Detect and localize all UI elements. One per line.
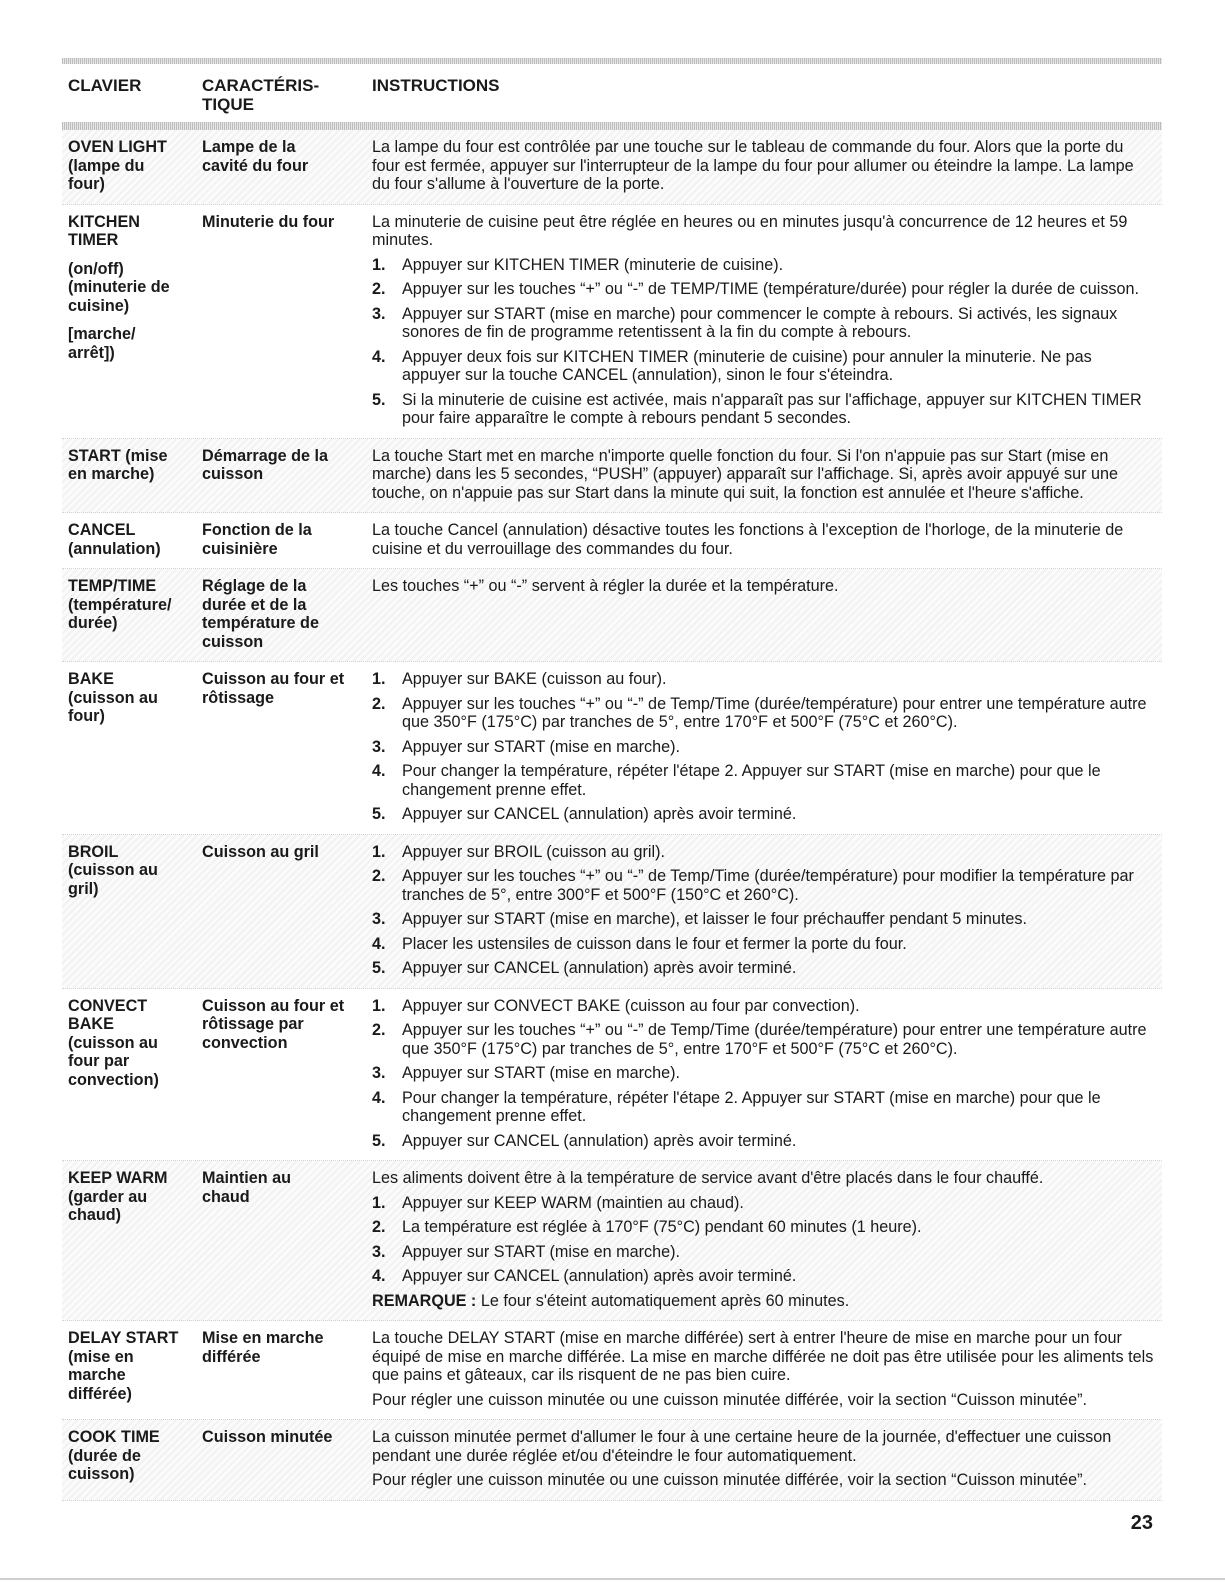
step-item bbox=[372, 843, 1154, 862]
step-item bbox=[372, 1089, 1154, 1126]
row-instructions bbox=[366, 577, 1162, 651]
key-label: TEMP/TIME (température/ durée) bbox=[68, 577, 172, 632]
step-number: 1. bbox=[372, 842, 386, 861]
table-row bbox=[62, 662, 1162, 835]
row-instructions bbox=[366, 997, 1162, 1151]
step-text: Pour changer la température, répéter l'étape 2. Appuyer sur START (mise en marche) pour que le changement prenne effet. bbox=[402, 762, 1101, 799]
instruction-paragraph: La cuisson minutée permet d'allumer le four à une certaine heure de la journée, d'effectuer une cuisson pendant une durée réglée et/ou d'éteindre le four automatiquement. bbox=[372, 1428, 1112, 1465]
step-text: Appuyer sur START (mise en marche), et laisser le four préchauffer pendant 5 minutes. bbox=[402, 910, 1028, 928]
step-item bbox=[372, 997, 1154, 1016]
step-item bbox=[372, 910, 1154, 929]
step-number: 2. bbox=[372, 1021, 386, 1039]
row-feature: Cuisson au four et rôtissage bbox=[202, 670, 345, 707]
step-text: Appuyer sur les touches “+” ou “-” de Temp/Time (durée/température) pour entrer une température autre que 350°F (175°C) par tranches de 5°, entre 170°F et 500°F (75°C et 260°C). bbox=[402, 694, 1147, 731]
steps-list bbox=[372, 670, 1154, 824]
table-body bbox=[62, 130, 1162, 1501]
step-number: 4. bbox=[372, 347, 386, 366]
instruction-paragraph: La touche Start met en marche n'importe quelle fonction du four. Si l'on n'appuie pas sur Start (mise en marche) dans les 5 secondes, “PUSH” (appuyer) apparaît sur l'affichage. Si, après avoir appuyé sur une touche, on n'appuie pas sur Start dans la minute qui suit, la fonction est annulée et l'heure s'affiche. bbox=[372, 446, 1119, 502]
table-header bbox=[62, 64, 1162, 122]
key-sublabel: (on/off) (minuterie de cuisine) bbox=[68, 259, 170, 315]
step-text: Appuyer sur CANCEL (annulation) après avoir terminé. bbox=[402, 959, 797, 977]
step-item bbox=[372, 1194, 1154, 1213]
steps-list bbox=[372, 997, 1154, 1151]
table-row bbox=[62, 439, 1162, 514]
row-feature: Mise en marche différée bbox=[202, 1329, 324, 1366]
step-text: Appuyer deux fois sur KITCHEN TIMER (minuterie de cuisine) pour annuler la minuterie. Ne pas appuyer sur la touche CANCEL (annulation), sinon le four s'éteindra. bbox=[402, 347, 1092, 384]
step-text: Appuyer sur les touches “+” ou “-” de Temp/Time (durée/température) pour modifier la température par tranches de 5°, entre 300°F et 500°F (150°C et 260°C). bbox=[402, 867, 1134, 904]
step-number: 5. bbox=[372, 390, 386, 409]
step-item bbox=[372, 348, 1154, 385]
instruction-paragraph: Les aliments doivent être à la température de service avant d'être placés dans le four chauffé. bbox=[372, 1169, 1044, 1187]
step-number: 4. bbox=[372, 934, 386, 953]
instruction-paragraph: La touche DELAY START (mise en marche différée) sert à entrer l'heure de mise en marche pour un four équipé de mise en marche différée. La mise en marche différée ne doit pas être utilisée pour les aliments tels que pains et gâteaux, car ils risquent de ne pas bien cuire. bbox=[372, 1329, 1154, 1384]
step-number: 3. bbox=[372, 304, 386, 323]
key-label: CONVECT BAKE (cuisson au four par convection) bbox=[68, 996, 159, 1089]
row-key bbox=[62, 521, 198, 558]
step-item bbox=[372, 738, 1154, 757]
step-number: 3. bbox=[372, 1242, 386, 1261]
step-item bbox=[372, 1021, 1154, 1058]
row-key bbox=[62, 1329, 198, 1409]
header-caracteristique: CARACTÉRIS- TIQUE bbox=[202, 76, 320, 114]
key-label: CANCEL (annulation) bbox=[68, 521, 161, 558]
row-feature: Lampe de la cavité du four bbox=[202, 138, 309, 175]
step-number: 4. bbox=[372, 762, 386, 780]
key-sublabel: [marche/ arrêt]) bbox=[68, 325, 136, 362]
table-row bbox=[62, 130, 1162, 205]
table-row bbox=[62, 989, 1162, 1162]
step-number: 4. bbox=[372, 1088, 386, 1107]
step-text: Appuyer sur CANCEL (annulation) après avoir terminé. bbox=[402, 805, 797, 823]
table-row bbox=[62, 1420, 1162, 1501]
step-item bbox=[372, 305, 1154, 342]
table-row bbox=[62, 569, 1162, 662]
step-item bbox=[372, 1064, 1154, 1083]
step-number: 2. bbox=[372, 867, 386, 885]
step-number: 3. bbox=[372, 1064, 386, 1082]
key-label: BROIL (cuisson au gril) bbox=[68, 842, 158, 898]
row-instructions bbox=[366, 670, 1162, 824]
row-feature: Cuisson minutée bbox=[202, 1428, 333, 1446]
row-feature: Fonction de la cuisinière bbox=[202, 521, 312, 558]
header-instructions: INSTRUCTIONS bbox=[372, 76, 500, 95]
step-text: Appuyer sur les touches “+” ou “-” de Temp/Time (durée/température) pour entrer une température autre que 350°F (175°C) par tranches de 5°, entre 170°F et 500°F (75°C et 260°C). bbox=[402, 1021, 1147, 1058]
instruction-paragraph: Pour régler une cuisson minutée ou une cuisson minutée différée, voir la section “Cuisson minutée”. bbox=[372, 1471, 1088, 1489]
row-instructions bbox=[366, 843, 1162, 978]
step-text: Appuyer sur CONVECT BAKE (cuisson au four par convection). bbox=[402, 996, 860, 1015]
row-feature: Cuisson au gril bbox=[202, 842, 319, 861]
step-item bbox=[372, 805, 1154, 824]
bottom-rule bbox=[0, 1578, 1225, 1580]
key-label: DELAY START (mise en marche différée) bbox=[68, 1329, 179, 1403]
step-item bbox=[372, 280, 1154, 299]
row-feature: Démarrage de la cuisson bbox=[202, 446, 328, 483]
row-instructions bbox=[366, 1428, 1162, 1490]
key-label: OVEN LIGHT (lampe du four) bbox=[68, 138, 167, 193]
step-number: 1. bbox=[372, 255, 386, 274]
step-text: Appuyer sur KITCHEN TIMER (minuterie de cuisine). bbox=[402, 255, 784, 274]
table-row bbox=[62, 1321, 1162, 1420]
step-number: 5. bbox=[372, 1131, 386, 1150]
steps-list bbox=[372, 1194, 1154, 1286]
step-item bbox=[372, 1267, 1154, 1286]
step-text: Appuyer sur KEEP WARM (maintien au chaud). bbox=[402, 1193, 744, 1212]
row-instructions bbox=[366, 521, 1162, 558]
row-key bbox=[62, 447, 198, 503]
step-item bbox=[372, 391, 1154, 428]
step-number: 2. bbox=[372, 280, 386, 298]
step-item bbox=[372, 695, 1154, 732]
step-item bbox=[372, 1218, 1154, 1237]
row-key bbox=[62, 670, 198, 824]
step-text: Appuyer sur BAKE (cuisson au four). bbox=[402, 670, 667, 688]
step-number: 1. bbox=[372, 996, 386, 1015]
step-number: 5. bbox=[372, 959, 386, 977]
instruction-paragraph: La touche Cancel (annulation) désactive toutes les fonctions à l'exception de l'horloge, de la minuterie de cuisine et du verrouillage des commandes du four. bbox=[372, 521, 1124, 558]
step-text: Appuyer sur les touches “+” ou “-” de TEMP/TIME (température/durée) pour régler la durée de cuisson. bbox=[402, 280, 1140, 298]
instructions-table bbox=[62, 58, 1162, 1501]
row-key bbox=[62, 843, 198, 978]
row-key bbox=[62, 997, 198, 1151]
step-number: 5. bbox=[372, 805, 386, 823]
table-row bbox=[62, 835, 1162, 989]
row-key bbox=[62, 1169, 198, 1310]
steps-list bbox=[372, 256, 1154, 428]
row-feature: Réglage de la durée et de la température de cuisson bbox=[202, 577, 319, 651]
step-number: 3. bbox=[372, 910, 386, 928]
step-item bbox=[372, 935, 1154, 954]
key-label: COOK TIME (durée de cuisson) bbox=[68, 1428, 160, 1483]
step-text: Appuyer sur BROIL (cuisson au gril). bbox=[402, 842, 665, 861]
step-number: 2. bbox=[372, 1218, 386, 1236]
key-label: BAKE (cuisson au four) bbox=[68, 670, 158, 725]
step-text: Placer les ustensiles de cuisson dans le four et fermer la porte du four. bbox=[402, 934, 907, 953]
instruction-paragraph: Pour régler une cuisson minutée ou une cuisson minutée différée, voir la section “Cuisson minutée”. bbox=[372, 1390, 1088, 1409]
steps-list bbox=[372, 843, 1154, 978]
row-feature: Minuterie du four bbox=[202, 212, 335, 231]
step-text: Appuyer sur CANCEL (annulation) après avoir terminé. bbox=[402, 1267, 797, 1285]
page-number: 23 bbox=[1130, 1512, 1153, 1534]
table-row bbox=[62, 513, 1162, 569]
table-row bbox=[62, 1161, 1162, 1321]
row-key bbox=[62, 1428, 198, 1490]
step-number: 3. bbox=[372, 737, 386, 756]
row-instructions bbox=[366, 138, 1162, 194]
step-number: 1. bbox=[372, 1193, 386, 1212]
step-text: Appuyer sur CANCEL (annulation) après avoir terminé. bbox=[402, 1131, 797, 1150]
instruction-paragraph: La lampe du four est contrôlée par une touche sur le tableau de commande du four. Alors que la porte du four est fermée, appuyer sur l'interrupteur de la lampe du four pour allumer ou éteindre la lampe. La lampe du four s'allume à l'ouverture de la porte. bbox=[372, 138, 1134, 193]
step-number: 4. bbox=[372, 1267, 386, 1285]
note-label: REMARQUE : bbox=[372, 1291, 477, 1310]
row-instructions bbox=[366, 1169, 1162, 1310]
step-text: Appuyer sur START (mise en marche). bbox=[402, 1064, 680, 1082]
key-label: KEEP WARM (garder au chaud) bbox=[68, 1169, 168, 1224]
row-instructions bbox=[366, 213, 1162, 428]
step-number: 1. bbox=[372, 670, 386, 688]
row-feature: Cuisson au four et rôtissage par convection bbox=[202, 996, 345, 1052]
step-item bbox=[372, 670, 1154, 689]
step-text: Appuyer sur START (mise en marche). bbox=[402, 737, 680, 756]
key-label: KITCHEN TIMER bbox=[68, 212, 140, 249]
step-number: 2. bbox=[372, 694, 386, 713]
step-item bbox=[372, 867, 1154, 904]
step-text: Si la minuterie de cuisine est activée, mais n'apparaît pas sur l'affichage, appuyer sur KITCHEN TIMER pour faire apparaître le compte à rebours pendant 5 secondes. bbox=[402, 390, 1142, 427]
instruction-paragraph: La minuterie de cuisine peut être réglée en heures ou en minutes jusqu'à concurrence de 12 heures et 59 minutes. bbox=[372, 212, 1128, 249]
step-text: Appuyer sur START (mise en marche). bbox=[402, 1242, 680, 1261]
row-feature: Maintien au chaud bbox=[202, 1169, 292, 1206]
row-instructions bbox=[366, 1329, 1162, 1409]
table-row bbox=[62, 205, 1162, 439]
step-item bbox=[372, 256, 1154, 275]
row-instructions bbox=[366, 447, 1162, 503]
step-text: Appuyer sur START (mise en marche) pour commencer le compte à rebours. Si activés, les signaux sonores de fin de programme retentissent à la fin du compte à rebours. bbox=[402, 304, 1118, 341]
note-text: Le four s'éteint automatiquement après 60 minutes. bbox=[476, 1291, 850, 1310]
step-item bbox=[372, 959, 1154, 978]
row-key bbox=[62, 577, 198, 651]
step-text: Pour changer la température, répéter l'étape 2. Appuyer sur START (mise en marche) pour que le changement prenne effet. bbox=[402, 1088, 1101, 1125]
note bbox=[372, 1292, 1154, 1311]
instruction-paragraph: Les touches “+” ou “-” servent à régler la durée et la température. bbox=[372, 577, 839, 595]
step-item bbox=[372, 1243, 1154, 1262]
header-rule bbox=[62, 122, 1162, 130]
header-clavier: CLAVIER bbox=[68, 76, 142, 95]
step-text: La température est réglée à 170°F (75°C) pendant 60 minutes (1 heure). bbox=[402, 1218, 922, 1236]
key-label: START (mise en marche) bbox=[68, 446, 168, 483]
row-key bbox=[62, 213, 198, 428]
step-item bbox=[372, 762, 1154, 799]
row-key bbox=[62, 138, 198, 194]
step-item bbox=[372, 1132, 1154, 1151]
